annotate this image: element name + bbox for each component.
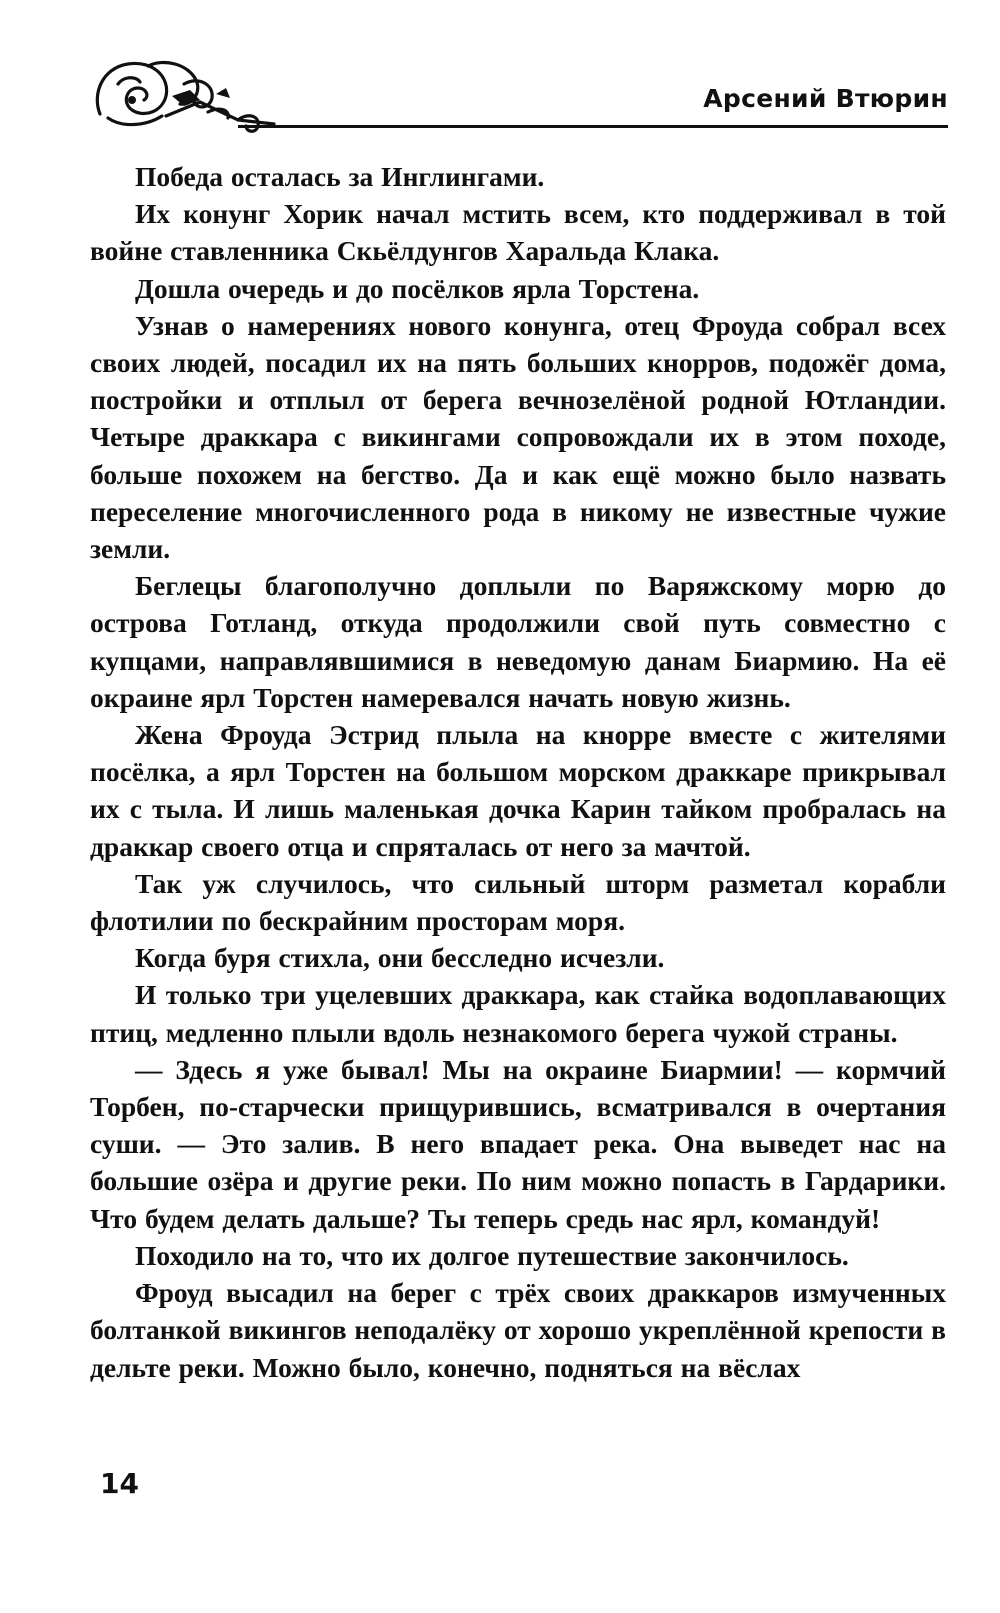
paragraph: Беглецы благополучно доплыли по Варяжскому морю до острова Готланд, откуда продолжили свой путь совместно с купцами, направлявшимися в неведомую данам Биармию. На её окраине ярл Торстен намеревался начать новую жизнь. xyxy=(90,570,946,713)
paragraph: — Здесь я уже бывал! Мы на окраине Биармии! — кормчий Торбен, по-старчески прищурившись, всматривался в очертания суши. — Это залив. В него впадает река. Она выведет нас на большие озёра и другие реки. По ним можно попасть в Гардарики. Что будем делать дальше? Ты теперь средь нас ярл, командуй! xyxy=(90,1053,946,1234)
paragraph: Когда буря стихла, они бесследно исчезли. xyxy=(135,942,665,974)
paragraph: Фроуд высадил на берег с трёх своих драккаров измученных болтанкой викингов неподалёку от хорошо укреплённой крепости в дельте реки. Можно было, конечно, подняться на вёслах xyxy=(90,1277,946,1383)
paragraph: Победа осталась за Инглингами. xyxy=(135,161,545,192)
paragraph: Дошла очередь и до посёлков ярла Торстена. xyxy=(135,272,700,304)
paragraph: Их конунг Хорик начал мстить всем, кто поддерживал в той войне ставленника Скьёлдунгов Харальда Клака. xyxy=(90,198,946,267)
paragraph: Так уж случилось, что сильный шторм разметал корабли флотилии по бескрайним просторам моря. xyxy=(90,867,946,937)
paragraph: И только три уцелевших драккара, как стайка водоплавающих птиц, медленно плыли вдоль незнакомого берега чужой страны. xyxy=(90,979,946,1048)
paragraph: Походило на то, что их долгое путешествие закончилось. xyxy=(135,1239,849,1271)
body-text xyxy=(90,158,946,1386)
running-head-author: Арсений Втюрин xyxy=(703,84,948,113)
page-number: 14 xyxy=(100,1467,139,1500)
paragraph: Жена Фроуда Эстрид плыла на кнорре вместе с жителями посёлка, а ярл Торстен на большом морском драккаре прикрывал их с тыла. И лишь маленькая дочка Карин тайком пробралась на драккар своего отца и спряталась от него за мачтой. xyxy=(90,719,946,862)
paragraph: Узнав о намерениях нового конунга, отец Фроуда собрал всех своих людей, посадил их на пять больших кнорров, подожёг дома, постройки и отплыл от берега вечнозелёной родной Ютландии. Четыре драккара с викингами сопровождали их в этом походе, больше похожем на бегство. Да и как ещё можно было назвать переселение многочисленного рода в никому не известные чужие земли. xyxy=(90,309,946,565)
header-rule xyxy=(238,125,948,128)
